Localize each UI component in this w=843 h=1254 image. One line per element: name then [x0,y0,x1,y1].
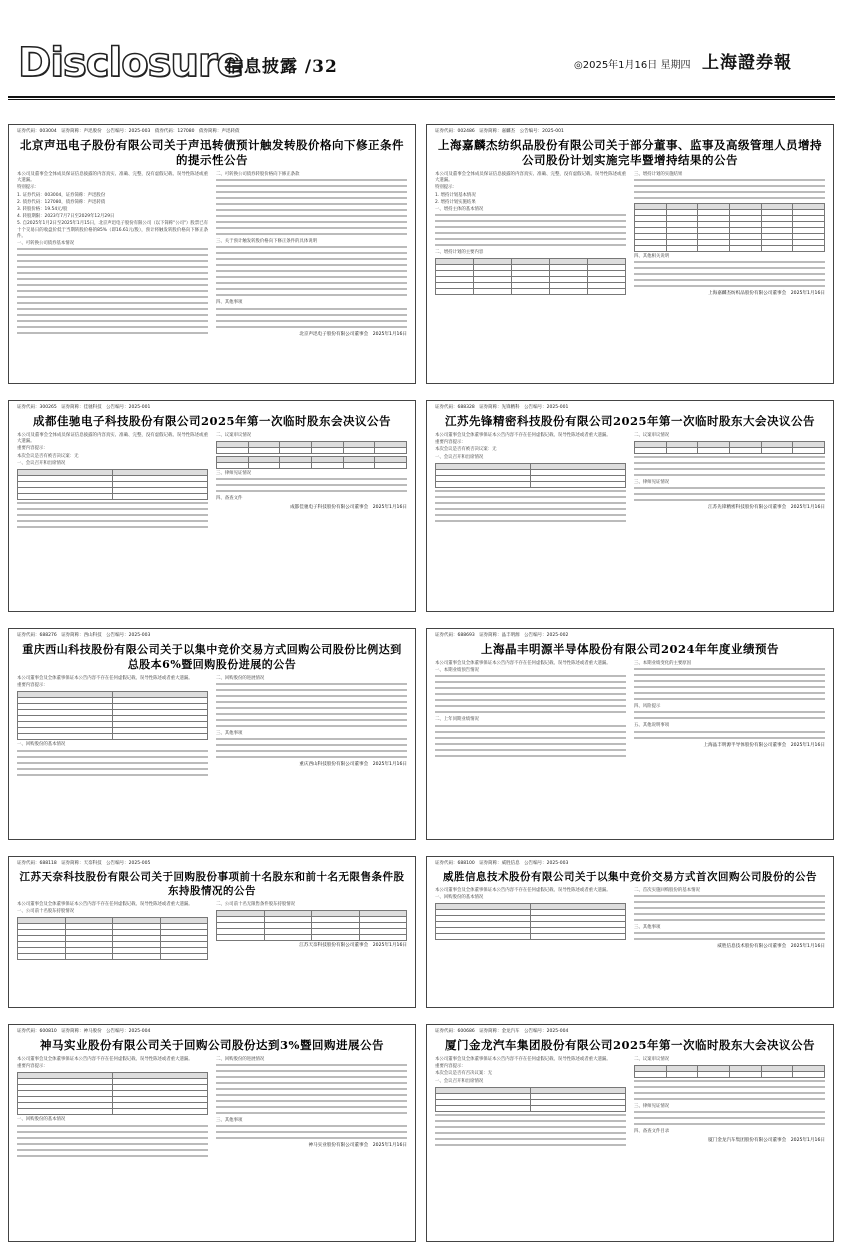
notice-line: 三、其他事项 [216,1118,243,1124]
notice-line: 五、其他说明事项 [634,723,670,729]
notice-codes: 证券代码：002486 证券简称：嘉麟杰 公告编号：2025-001 [435,129,564,134]
notice-codes: 证券代码：600686 证券简称：金龙汽车 公告编号：2025-004 [435,1029,569,1034]
notice-line: 二、回购股份的进展情况 [216,1057,265,1062]
notice-line: 二、议案审议情况 [634,1057,670,1062]
notice-line: 四、其他相关说明 [634,254,670,260]
masthead [0,0,843,100]
notice-tiannai [8,856,416,1008]
notice-line: 本公司董事会及全体董事保证本公告内容不存在任何虚假记载、误导性陈述或者重大遗漏。 [17,1057,193,1062]
notice-line: 一、回购股份的基本情况 [17,1117,66,1123]
notice-text-filler [634,932,825,940]
notice-line: 1. 证券代码：003004，证券简称：声迅股份 [17,192,106,198]
shareholder-table [216,910,407,941]
notice-line: 重要内容提示： [435,1064,466,1070]
notice-jinlong [426,1024,834,1242]
notice-codes: 证券代码：688118 证券简称：天奈科技 公告编号：2025-005 [17,861,151,866]
notice-title: 江苏先锋精密科技股份有限公司2025年第一次临时股东大会决议公告 [444,414,815,428]
notice-title: 北京声迅电子股份有限公司关于声迅转债预计触发转股价格向下修正条件的提示性公告 [20,138,404,167]
attendance-table [17,469,208,500]
notice-signature: 厦门金龙汽车集团股份有限公司董事会 2025年1月16日 [708,1137,825,1143]
notice-text-filler [17,248,208,334]
notice-line: 4. 转股期限：2023年7月7日至2029年12月29日 [17,214,115,220]
notice-text-filler [634,261,825,287]
notice-text-filler [634,487,825,501]
notice-line: 二、可转换公司债券转股价格向下修正条款 [216,172,300,177]
notice-col-left [17,676,208,780]
notice-line: 一、会议召开和出席情况 [435,1078,484,1084]
notice-col-right [216,676,407,780]
notice-text-filler [435,214,626,246]
notice-col-left [17,1057,208,1161]
notice-text-filler [216,478,407,492]
notice-line: 重要内容提示： [17,1064,48,1070]
notice-line: 本公司董事会及全体董事保证本公告内容不存在任何虚假记载、误导性陈述或者重大遗漏。 [435,1057,611,1062]
notice-body [17,902,407,962]
notice-line: 重要内容提示： [17,446,48,452]
notice-body [435,172,825,297]
notice-text-filler [435,1114,626,1146]
notice-col-left [435,172,626,297]
notice-text-filler [17,502,208,528]
notice-line: 四、其他事项 [216,300,243,306]
notice-col-right [216,172,407,338]
notice-title: 厦门金龙汽车集团股份有限公司2025年第一次临时股东大会决议公告 [444,1038,815,1052]
notice-col-left [17,433,208,532]
increase-table [634,203,825,252]
notice-line: 本次会议是否有被否决议案：无 [435,447,497,453]
notice-text-filler [435,725,626,757]
notice-line: 三、律师见证情况 [216,471,252,477]
notice-codes: 证券代码：688328 证券简称：先锋精科 公告编号：2025-001 [435,405,569,410]
notice-text-filler [216,308,407,328]
notice-line: 本公司董事会及全体董事保证本公告内容不存在任何虚假记载、误导性陈述或者重大遗漏。 [435,888,611,893]
notice-line: 特别提示： [435,185,457,191]
notice-col-right [634,433,825,526]
notice-line: 一、会议召开和出席情况 [435,454,484,460]
notice-body [435,661,825,761]
notice-line: 一、回购股份的基本情况 [17,742,66,748]
notice-line: 2. 债券代码：127080，债券简称：声迅转债 [17,199,106,205]
notice-shengxun [8,124,416,384]
notice-jingfeng [426,628,834,840]
notice-line: 三、关于预计触发转股价格向下修正条件的具体说明 [216,239,317,245]
notice-line: 二、回购股份的进展情况 [216,676,265,681]
notice-signature: 重庆西山科技股份有限公司董事会 2025年1月16日 [299,762,407,768]
notice-line: 二、首次实施回购股份的基本情况 [634,888,700,893]
notice-col-right [634,661,825,761]
repurchase-table [17,1072,208,1115]
notice-line: 重要内容提示： [435,440,466,446]
shareholder-table [17,917,208,960]
notice-line: 三、其他事项 [634,925,661,931]
notice-title: 上海嘉麟杰纺织品股份有限公司关于部分董事、监事及高级管理人员增持公司股份计划实施完毕暨增持结果的公告 [438,138,822,167]
notice-line: 三、本期业绩变化的主要原因 [634,661,692,666]
notice-line: 四、备查文件目录 [634,1129,670,1135]
notice-title: 神马实业股份有限公司关于回购公司股份达到3%暨回购进展公告 [40,1038,384,1052]
notice-line: 三、其他事项 [216,731,243,737]
notice-line: 本公司董事会及全体董事保证本公告内容不存在任何虚假记载、误导性陈述或者重大遗漏。 [17,902,193,907]
notice-col-left [17,902,208,962]
notice-line: 重要内容提示： [17,683,48,689]
notice-text-filler [634,668,825,700]
notice-col-right [216,902,407,962]
notice-weisheng [426,856,834,1008]
notice-line: 四、备查文件 [216,496,243,502]
notice-col-left [435,661,626,761]
notice-text-filler [634,1111,825,1125]
notice-jialinjie [426,124,834,384]
notice-line: 三、律师见证情况 [634,480,670,486]
notice-line: 二、议案审议情况 [216,433,252,438]
notice-codes: 证券代码：600810 证券简称：神马股份 公告编号：2025-004 [17,1029,151,1034]
notice-col-left [17,172,208,338]
notice-col-right [216,1057,407,1161]
notice-signature: 上海晶丰明源半导体股份有限公司董事会 2025年1月16日 [703,742,825,748]
notice-line: 一、回购股份的基本情况 [435,895,484,901]
notice-line: 本次会议是否有否决议案：无 [435,1071,493,1077]
notice-title: 江苏天奈科技股份有限公司关于回购股份事项前十名股东和前十名无限售条件股东持股情况的公告 [19,871,405,897]
notice-text-filler [634,711,825,719]
disclosure-logo: Disclosure [18,40,243,86]
notice-line: 一、增持主体的基本情况 [435,207,484,213]
notice-codes: 证券代码：003004 证券简称：声迅股份 公告编号：2025-003 债券代码：127080 债券简称：声迅转债 [17,129,240,134]
notice-line: 三、增持计划的实施结果 [634,172,683,177]
vote-table [216,456,407,469]
notice-line: 二、增持计划的主要内容 [435,250,484,256]
notice-xishan [8,628,416,840]
notice-line: 本公司董事会及全体董事保证本公告内容不存在任何虚假记载、误导性陈述或者重大遗漏。 [17,676,193,681]
notice-codes: 证券代码：300265 证券简称：佳驰科技 公告编号：2025-001 [17,405,151,410]
attendance-table [435,1087,626,1112]
notice-col-left [435,888,626,950]
notice-text-filler [17,750,208,776]
paper-name: 上海證券報 [702,53,792,73]
notice-text-filler [216,1125,407,1139]
notice-line: 特别提示： [17,185,39,191]
section-title: 信息披露 /32 [226,57,338,77]
notice-line: 本公司董事会及全体董事保证本公告内容不存在任何虚假记载、误导性陈述或者重大遗漏。 [435,661,611,666]
notice-signature: 威胜信息技术股份有限公司董事会 2025年1月16日 [717,944,825,950]
notice-col-right [634,172,825,297]
header-rule-thin [8,99,835,100]
vote-table [634,441,825,454]
notice-xianfeng [426,400,834,612]
notice-line: 一、公司前十名股东持股情况 [17,909,75,915]
notice-text-filler [634,895,825,921]
notice-line: 二、上年同期业绩情况 [435,717,479,723]
notice-line: 二、公司前十名无限售条件股东持股情况 [216,902,296,907]
notice-text-filler [435,675,626,713]
notice-col-right [216,433,407,532]
notice-line: 本公司董事会及全体董事保证本公告内容不存在任何虚假记载、误导性陈述或者重大遗漏。 [435,433,611,438]
notice-line: 3. 转股价格：19.54元/股 [17,207,68,213]
notice-title: 重庆西山科技股份有限公司关于以集中竞价交易方式回购公司股份比例达到总股本6%暨回购股份进展的公告 [22,643,402,671]
notice-line: 三、律师见证情况 [634,1104,670,1110]
notice-title: 威胜信息技术股份有限公司关于以集中竞价交易方式首次回购公司股份的公告 [443,871,817,883]
notice-body [435,1057,825,1150]
notice-text-filler [634,456,825,476]
notice-body [435,433,825,526]
header-rule [8,96,835,98]
notice-col-right [634,1057,825,1150]
notice-line: 二、议案审议情况 [634,433,670,438]
notice-col-left [435,433,626,526]
notice-line: 1. 增持计划基本情况 [435,192,476,198]
notice-col-left [435,1057,626,1150]
notice-title: 成都佳驰电子科技股份有限公司2025年第一次临时股东会决议公告 [32,414,391,428]
vote-table [216,441,407,454]
notice-body [17,1057,407,1161]
vote-table [634,1065,825,1078]
notice-body [17,676,407,780]
notice-body [17,172,407,338]
issue-date: ◎2025年1月16日 星期四 [574,60,691,71]
notice-signature: 上海嘉麟杰纺织品股份有限公司董事会 2025年1月16日 [708,291,825,297]
notice-line: 本公司及董事会全体成员保证信息披露的内容真实、准确、完整，没有虚假记载、误导性陈述或重大遗漏。 [17,433,208,445]
notice-codes: 证券代码：688276 证券简称：西山科技 公告编号：2025-003 [17,633,151,638]
repurchase-table [17,691,208,740]
notice-body [435,888,825,950]
notice-signature: 北京声迅电子股份有限公司董事会 2025年1月16日 [299,331,407,337]
notice-line: 本次会议是否有被否决议案：无 [17,453,79,459]
notice-line: 5. 自2025年1月2日至2025年1月15日，北京声迅电子股份有限公司（以下简称"公司"）股票已有十个交易日的收盘价低于当期转股价格的85%（即16.61元/股），预计将触发转股价格向下修正条件。 [17,221,208,239]
notice-text-filler [634,179,825,199]
notice-text-filler [216,246,407,296]
notice-shenma [8,1024,416,1242]
notice-signature: 成都佳驰电子科技股份有限公司董事会 2025年1月16日 [290,504,407,510]
notice-text-filler [435,490,626,522]
notice-col-right [634,888,825,950]
notice-text-filler [17,1125,208,1157]
notice-text-filler [216,1064,407,1114]
notice-text-filler [216,683,407,727]
notice-line: 一、可转换公司债券基本情况 [17,241,75,247]
notice-line: 本公司及董事会全体成员保证信息披露的内容真实、准确、完整，没有虚假记载、误导性陈述或重大遗漏。 [435,172,626,184]
notice-text-filler [216,738,407,758]
notice-line: 本公司及董事会全体成员保证信息披露的内容真实、准确、完整，没有虚假记载、误导性陈述或重大遗漏。 [17,172,208,184]
notice-line: 四、风险提示 [634,704,661,710]
notice-codes: 证券代码：688693 证券简称：晶丰明源 公告编号：2025-002 [435,633,569,638]
attendance-table [435,463,626,488]
notice-text-filler [216,179,407,235]
notice-line: 一、会议召开和出席情况 [17,460,66,466]
notice-codes: 证券代码：688100 证券简称：威胜信息 公告编号：2025-003 [435,861,569,866]
notice-text-filler [634,1080,825,1100]
holdings-table [435,258,626,295]
notice-signature: 江苏天奈科技股份有限公司董事会 2025年1月16日 [299,943,407,949]
notice-signature: 江苏先锋精密科技股份有限公司董事会 2025年1月16日 [708,505,825,511]
notice-line: 一、本期业绩预告情况 [435,668,479,674]
notice-body [17,433,407,532]
repurchase-table [435,903,626,940]
notice-signature: 神马实业股份有限公司董事会 2025年1月16日 [308,1143,407,1149]
notice-title: 上海晶丰明源半导体股份有限公司2024年年度业绩预告 [480,642,779,656]
notice-jiachi [8,400,416,612]
notice-line: 2. 增持计划实施结果 [435,199,476,205]
notice-text-filler [634,731,825,739]
